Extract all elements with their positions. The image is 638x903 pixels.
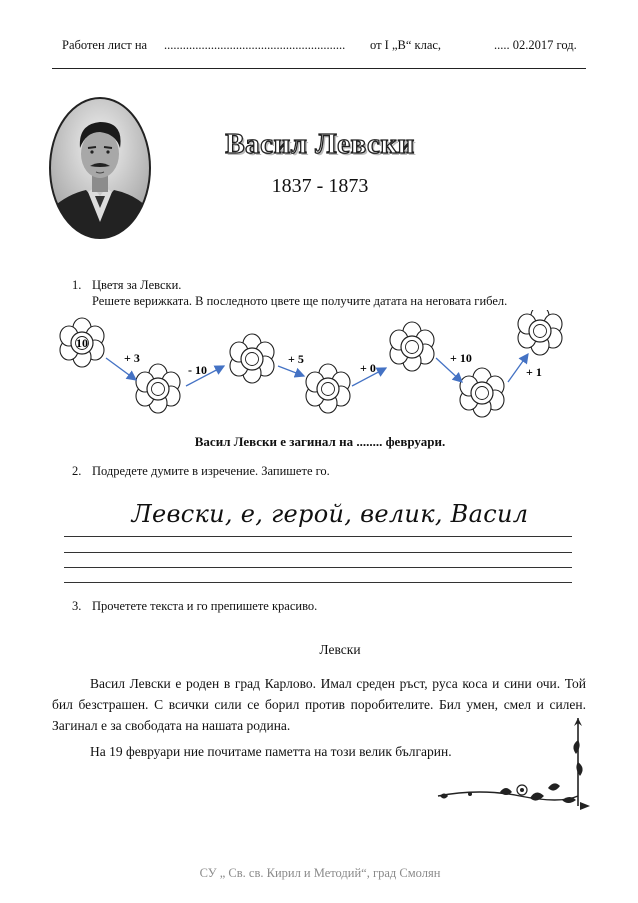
levski-portrait bbox=[48, 96, 152, 240]
floral-ornament-icon bbox=[430, 710, 600, 820]
writing-line-1 bbox=[64, 536, 572, 537]
reading-paragraph-2: На 19 февруари ние почитаме паметта на този велик българин. bbox=[90, 744, 452, 759]
page-title: Васил Левски bbox=[225, 128, 415, 160]
reading-paragraph-1: Васил Левски е роден в град Карлово. Имал среден ръст, руса коса и сини очи. Той бил безстрашен. С всички сили се борил против поробителите. Бил умен, смел и силен. Загинал е за свободата на нашата родина. bbox=[52, 676, 586, 733]
writing-line-4 bbox=[64, 582, 572, 583]
result-sentence: Васил Левски е загинал на ........ февруари. bbox=[194, 434, 446, 449]
flower-chain bbox=[40, 310, 600, 430]
header-divider bbox=[52, 68, 586, 69]
start-value: 10 bbox=[76, 336, 88, 350]
task3-number: 3. bbox=[72, 599, 82, 613]
writing-line-3 bbox=[64, 567, 572, 568]
flower-6 bbox=[460, 368, 504, 417]
flower-3 bbox=[230, 334, 274, 383]
op-3: + 5 bbox=[288, 352, 304, 366]
flower-7 bbox=[518, 310, 562, 355]
worksheet-label: Работен лист на bbox=[62, 38, 148, 52]
life-years: 1837 - 1873 bbox=[271, 175, 369, 197]
arrow-6 bbox=[508, 354, 528, 382]
class-label: от I „В“ клас, bbox=[370, 38, 442, 52]
task1-number: 1. bbox=[72, 278, 82, 292]
op-1: + 3 bbox=[124, 351, 140, 365]
school-footer: СУ „ Св. св. Кирил и Методий“, град Смолян bbox=[199, 866, 441, 880]
task2-number: 2. bbox=[72, 464, 82, 478]
task3-instruction: Прочетете текста и го препишете красиво. bbox=[92, 599, 318, 613]
op-4: + 0 bbox=[360, 361, 376, 375]
task2-instruction: Подредете думите в изречение. Запишете го. bbox=[92, 464, 330, 478]
task1-instruction: Решете верижката. В последното цвете ще получите датата на неговата гибел. bbox=[92, 294, 508, 308]
op-2: - 10 bbox=[188, 363, 207, 377]
word-list: Левски, е, герой, велик, Васил bbox=[131, 500, 529, 528]
flower-2 bbox=[136, 364, 180, 413]
op-5: + 10 bbox=[450, 351, 472, 365]
reading-title: Левски bbox=[319, 642, 361, 657]
op-6: + 1 bbox=[526, 365, 542, 379]
name-blank: .......................................................... bbox=[164, 38, 346, 52]
flower-5 bbox=[390, 322, 434, 371]
task1-title: Цветя за Левски. bbox=[92, 278, 182, 292]
flower-4 bbox=[306, 364, 350, 413]
arrow-3 bbox=[278, 366, 304, 376]
writing-line-2 bbox=[64, 552, 572, 553]
date-label: ..... 02.2017 год. bbox=[494, 38, 577, 52]
